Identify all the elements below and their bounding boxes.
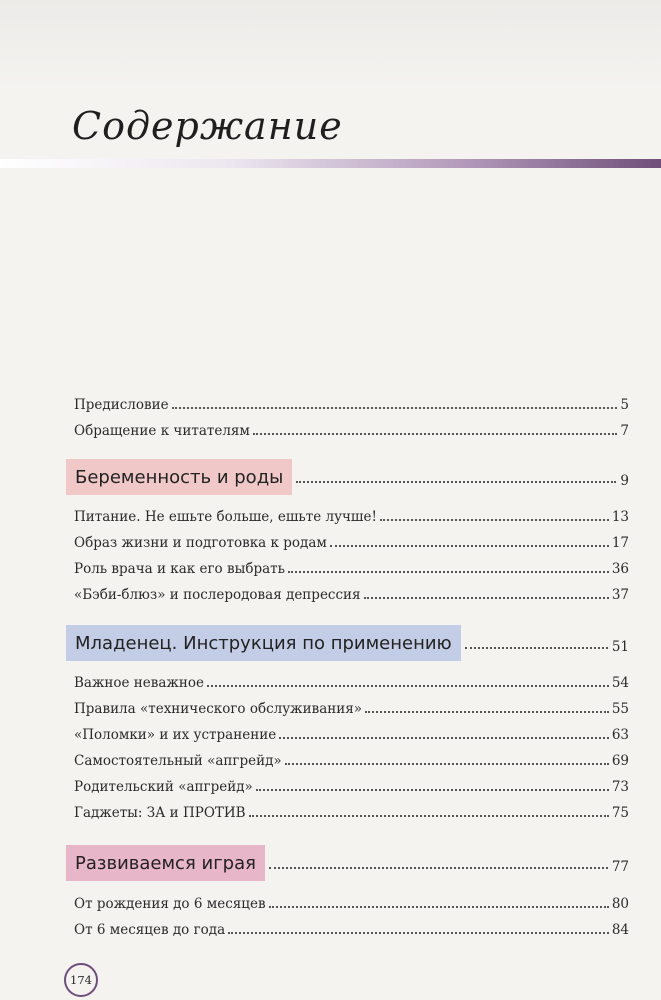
toc-entry-label: От рождения до 6 месяцев — [74, 896, 266, 912]
page-number: 174 — [70, 973, 92, 987]
toc-entry-label: Важное неважное — [74, 675, 204, 691]
toc-entry[interactable] — [74, 800, 629, 822]
section-title: Беременность и роды — [66, 459, 292, 495]
toc-entry[interactable] — [74, 917, 629, 939]
section-page: 51 — [611, 639, 629, 655]
leader-dots — [285, 763, 609, 765]
toc-entry-label: Обращение к читателям — [74, 423, 250, 439]
toc-entry-label: Родительский «апгрейд» — [74, 779, 253, 795]
section-page: 9 — [620, 473, 629, 489]
section-heading[interactable] — [66, 845, 629, 881]
toc-entry[interactable] — [74, 774, 629, 796]
toc-entry[interactable] — [74, 556, 629, 578]
toc-entry-page: 63 — [611, 727, 629, 743]
toc-entry[interactable] — [74, 670, 629, 692]
toc-entry-label: Гаджеты: ЗА и ПРОТИВ — [74, 805, 246, 821]
toc-entry-page: 55 — [611, 701, 629, 717]
toc-entry-label: Предисловие — [74, 397, 169, 413]
toc-entry-page: 84 — [611, 922, 629, 938]
leader-dots — [279, 737, 609, 739]
toc-entry-label: Правила «технического обслуживания» — [74, 701, 363, 717]
toc-entry[interactable] — [74, 696, 629, 718]
toc-entry-page: 54 — [611, 675, 629, 691]
leader-dots — [253, 433, 617, 435]
toc-entry[interactable] — [74, 418, 629, 440]
toc-entry-label: «Поломки» и их устранение — [74, 727, 277, 743]
toc-entry[interactable] — [74, 891, 629, 913]
leader-dots — [207, 685, 609, 687]
toc-entry[interactable] — [74, 504, 629, 526]
toc-entry[interactable] — [74, 530, 629, 552]
leader-dots — [269, 867, 608, 869]
leader-dots — [269, 906, 609, 908]
toc-entry-page: 17 — [611, 535, 629, 551]
toc-entry-label: От 6 месяцев до года — [74, 922, 226, 938]
leader-dots — [256, 789, 609, 791]
toc-entry-page: 5 — [620, 397, 629, 413]
toc-entry-label: «Бэби-блюз» и послеродовая депрессия — [74, 587, 361, 603]
toc-entry[interactable] — [74, 722, 629, 744]
toc-entry-page: 36 — [611, 561, 629, 577]
section-title: Развиваемся играя — [66, 845, 265, 881]
leader-dots — [288, 571, 609, 573]
toc-entry-page: 80 — [611, 896, 629, 912]
section-page: 77 — [611, 859, 629, 875]
toc-entry-page: 73 — [611, 779, 629, 795]
leader-dots — [364, 597, 609, 599]
toc-entry-label: Самостоятельный «апгрейд» — [74, 753, 282, 769]
toc-entry[interactable] — [74, 392, 629, 414]
toc-entry-page: 13 — [611, 509, 629, 525]
page-title: Содержание — [72, 104, 343, 148]
leader-dots — [365, 711, 609, 713]
toc-entry-label: Образ жизни и подготовка к родам — [74, 535, 327, 551]
toc-entry[interactable] — [74, 748, 629, 770]
leader-dots — [465, 647, 608, 649]
leader-dots — [249, 815, 609, 817]
toc-entry[interactable] — [74, 582, 629, 604]
toc-entry-page: 37 — [611, 587, 629, 603]
leader-dots — [172, 407, 618, 409]
leader-dots — [228, 932, 609, 934]
leader-dots — [330, 545, 609, 547]
section-heading[interactable] — [66, 625, 629, 661]
section-heading[interactable] — [66, 459, 629, 495]
leader-dots — [296, 481, 616, 483]
page-number-badge — [64, 963, 98, 997]
leader-dots — [380, 519, 609, 521]
toc-entry-label: Питание. Не ешьте больше, ешьте лучше! — [74, 509, 377, 525]
toc-entry-page: 69 — [611, 753, 629, 769]
section-title: Младенец. Инструкция по применению — [66, 625, 461, 661]
toc-entry-page: 75 — [611, 805, 629, 821]
toc-entry-label: Роль врача и как его выбрать — [74, 561, 285, 577]
toc-entry-page: 7 — [620, 423, 629, 439]
